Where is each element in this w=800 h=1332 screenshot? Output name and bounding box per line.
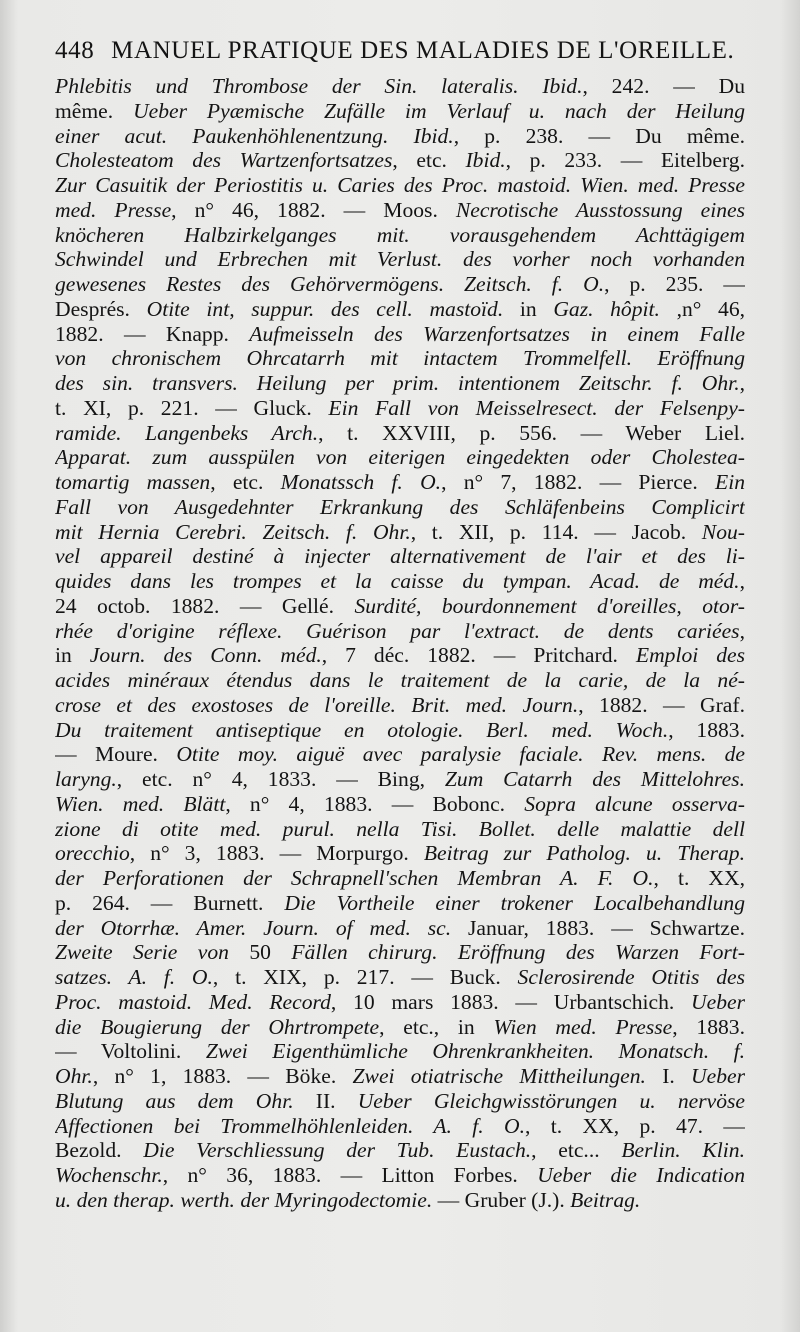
italic-segment: Sopra alcune osserva- <box>524 791 745 816</box>
italic-segment: knöcheren Halbzirkelganges mit. vorausgehendem Achttägigem <box>55 222 745 247</box>
text-segment: 1882. — Knapp. <box>55 321 250 346</box>
text-line <box>55 940 745 965</box>
text-line <box>55 99 745 124</box>
italic-segment: von chronischem Ohrcatarrh mit intactem Trommelfell. Eröffnung <box>55 346 745 371</box>
italic-segment: u. den therap. werth. der Myringodectomie. <box>55 1187 433 1212</box>
text-segment: , p. 235. — <box>604 272 745 296</box>
text-segment: , n° 36, 1883. — Litton Forbes. <box>162 1163 538 1187</box>
text-line <box>55 594 745 619</box>
italic-segment: Emploi des <box>635 643 745 668</box>
italic-segment: Wien. med. Blätt <box>55 791 226 816</box>
text-segment: même. <box>55 98 134 123</box>
text-segment: p. 264. — Burnett. <box>55 890 285 915</box>
text-line <box>55 445 745 470</box>
italic-segment: Apparat. zum ausspülen von eiterigen eingedekten oder Cholestea- <box>55 445 745 470</box>
text-segment: 50 <box>228 940 292 965</box>
italic-segment: Du traitement antiseptique en otologie. Berl. med. Woch. <box>55 717 669 742</box>
italic-segment: Ein <box>715 470 745 494</box>
italic-segment: Beitrag zur Patholog. u. Therap. <box>423 841 745 866</box>
italic-segment: gewesenes Restes des Gehörvermögens. Zeitsch. f. O. <box>55 272 605 296</box>
italic-segment: Otite int, suppur. des cell. mastoïd. <box>146 296 504 321</box>
italic-segment: Sclerosirende Otitis des <box>517 965 745 989</box>
text-segment: t. XI, p. 221. — Gluck. <box>55 395 329 420</box>
text-line <box>55 124 745 149</box>
text-line <box>55 1114 745 1139</box>
text-segment: , etc. n° 4, 1833. — Bing, <box>116 767 445 791</box>
text-segment: — Voltolini. <box>55 1039 206 1064</box>
italic-segment: med. Presse <box>55 197 172 222</box>
text-segment: , 1882. — Graf. <box>578 692 745 717</box>
italic-segment: Ohr. <box>55 1064 93 1088</box>
text-line <box>55 1089 745 1114</box>
text-line <box>55 866 745 891</box>
text-line <box>55 297 745 322</box>
text-segment: , n° 1, 1883. — Böke. <box>92 1064 353 1088</box>
text-segment: , 1883. <box>668 717 745 742</box>
text-segment: , 242. — Du <box>582 74 745 98</box>
text-segment: , <box>739 618 745 643</box>
italic-segment: Proc. mastoid. Med. Record <box>55 989 331 1014</box>
bibliography-text <box>55 74 745 1213</box>
italic-segment: crose et des exostoses de l'oreille. Brit. med. Journ. <box>55 692 579 717</box>
text-line <box>55 495 745 520</box>
italic-segment: Otite moy. aiguë avec paralysie faciale. Rev. mens. de <box>176 742 745 767</box>
text-line <box>55 817 745 842</box>
text-segment: , t. XXVIII, p. 556. — Weber Liel. <box>318 420 745 445</box>
text-line <box>55 1163 745 1188</box>
italic-segment: Beitrag. <box>570 1187 641 1212</box>
text-segment: , n° 4, 1883. — Bobonc. <box>225 791 525 816</box>
italic-segment: Nou- <box>701 519 745 544</box>
text-line <box>55 891 745 916</box>
italic-segment: Journ. des Conn. méd. <box>89 643 322 668</box>
text-line <box>55 841 745 866</box>
italic-segment: der Perforationen der Schrapnell'schen Membran A. F. O. <box>55 866 654 890</box>
text-line <box>55 792 745 817</box>
italic-segment: Fällen chirurg. Eröffnung des Warzen Fort- <box>291 940 745 965</box>
italic-segment: Wien med. Presse <box>493 1014 673 1039</box>
text-segment: Bezold. <box>55 1138 144 1163</box>
italic-segment: acides minéraux étendus dans le traitement de la carie, de la né- <box>55 668 745 692</box>
italic-segment: Ueber <box>691 989 745 1014</box>
text-line <box>55 1064 745 1089</box>
italic-segment: Ueber <box>691 1064 745 1088</box>
running-header <box>55 36 745 66</box>
text-line <box>55 1015 745 1040</box>
text-segment: , t. XII, p. 114. — Jacob. <box>410 519 702 544</box>
text-segment: 24 octob. 1882. — Gellé. <box>55 593 355 618</box>
italic-segment: Ibid. <box>465 148 506 173</box>
text-segment: , 7 déc. 1882. — Pritchard. <box>321 643 636 668</box>
italic-segment: Wochenschr. <box>55 1163 163 1187</box>
italic-segment: Cholesteatom des Wartzenfortsatzes <box>55 148 393 173</box>
text-line <box>55 396 745 421</box>
text-segment: Januar, 1883. — Schwartze. <box>451 915 745 940</box>
italic-segment: Ueber Pyæmische Zufälle im Verlauf u. nach der Heilung <box>133 98 745 123</box>
text-segment: in <box>55 643 90 668</box>
text-segment: — Gruber (J.). <box>432 1187 571 1212</box>
text-line <box>55 1188 745 1213</box>
text-line <box>55 619 745 644</box>
italic-segment: Affectionen bei Trommelhöhlenleiden. A. f. O. <box>55 1113 526 1138</box>
italic-segment: des sin. transvers. Heilung per prim. intentionem Zeitschr. f. Ohr. <box>55 371 740 395</box>
text-segment: — Moure. <box>55 742 177 767</box>
text-line <box>55 767 745 792</box>
italic-segment: ramide. Langenbeks Arch. <box>55 420 319 445</box>
text-line <box>55 1039 745 1064</box>
text-line <box>55 668 745 693</box>
italic-segment: Schwindel und Erbrechen mit Verlust. des vorher noch vorhanden <box>55 247 745 272</box>
text-line <box>55 569 745 594</box>
italic-segment: die Bougierung der Ohrtrompete <box>55 1014 380 1039</box>
text-segment: ,n° 46, <box>659 296 745 321</box>
page-number: 448 <box>55 37 95 64</box>
italic-segment: einer acut. Paukenhöhlenentzung. Ibid. <box>55 123 454 148</box>
text-segment: , t. XIX, p. 217. — Buck. <box>212 965 518 989</box>
italic-segment: Gaz. hôpit. <box>553 296 660 321</box>
italic-segment: quides dans les trompes et la caisse du tympan. Acad. de méd. <box>55 569 740 593</box>
text-segment: Després. <box>55 296 147 321</box>
italic-segment: Blutung aus dem Ohr. <box>55 1088 294 1113</box>
text-line <box>55 965 745 990</box>
italic-segment: Phlebitis und Thrombose der Sin. lateralis. Ibid. <box>55 74 583 98</box>
text-segment: I. <box>645 1064 692 1088</box>
text-line <box>55 148 745 173</box>
text-segment: , t. XX, p. 47. — <box>525 1113 745 1138</box>
text-line <box>55 1138 745 1163</box>
text-line <box>55 693 745 718</box>
text-segment: , n° 7, 1882. — Pierce. <box>441 470 715 494</box>
text-line <box>55 322 745 347</box>
text-segment: , <box>739 371 745 395</box>
italic-segment: Aufmeisseln des Warzenfortsatzes in einem Falle <box>249 321 745 346</box>
italic-segment: Zwei Eigenthümliche Ohrenkrankheiten. Monatsch. f. <box>205 1039 745 1064</box>
text-segment: , 10 mars 1883. — Urbantschich. <box>330 989 692 1014</box>
text-segment: , t. XX, <box>653 866 745 890</box>
text-segment: , n° 3, 1883. — Morpurgo. <box>129 841 424 866</box>
text-line <box>55 470 745 495</box>
italic-segment: Fall von Ausgedehnter Erkrankung des Schläfenbeins Complicirt <box>55 494 745 519</box>
italic-segment: Necrotische Ausstossung eines <box>455 197 745 222</box>
italic-segment: Zur Casuitik der Periostitis u. Caries des Proc. mastoid. Wien. med. Presse <box>55 173 745 197</box>
text-line <box>55 173 745 198</box>
italic-segment: Die Vortheile einer trokener Localbehandlung <box>284 890 745 915</box>
text-segment: , etc... <box>531 1138 622 1163</box>
italic-segment: Ueber die Indication <box>537 1163 745 1187</box>
text-line <box>55 74 745 99</box>
italic-segment: Zweite Serie von <box>55 940 229 965</box>
text-line <box>55 520 745 545</box>
italic-segment: orecchio <box>55 841 130 866</box>
text-segment: , etc. <box>392 148 466 173</box>
italic-segment: laryng. <box>55 767 117 791</box>
text-line <box>55 223 745 248</box>
text-segment: , p. 238. — Du même. <box>453 123 745 148</box>
italic-segment: vel appareil destiné à injecter alternativement de l'air et des li- <box>55 544 745 569</box>
italic-segment: tomartig massen <box>55 470 211 494</box>
text-segment: , 1883. <box>672 1014 745 1039</box>
italic-segment: Surdité, bourdonnement d'oreilles, otor- <box>354 593 745 618</box>
italic-segment: Die Verschliessung der Tub. Eustach. <box>143 1138 532 1163</box>
italic-segment: zione di otite med. purul. nella Tisi. Bollet. delle malattie dell <box>55 816 745 841</box>
text-segment: II. <box>293 1088 358 1113</box>
text-segment: , etc. <box>210 470 281 494</box>
italic-segment: Zum Catarrh des Mittelohres. <box>444 767 745 791</box>
italic-segment: mit Hernia Cerebri. Zeitsch. f. Ohr. <box>55 519 411 544</box>
italic-segment: der Otorrhæ. Amer. Journ. of med. sc. <box>55 915 452 940</box>
text-line <box>55 346 745 371</box>
italic-segment: satzes. A. f. O. <box>55 965 213 989</box>
text-segment: , etc., in <box>379 1014 494 1039</box>
text-line <box>55 742 745 767</box>
text-line <box>55 198 745 223</box>
text-line <box>55 247 745 272</box>
text-segment: , p. 233. — Eitelberg. <box>505 148 745 173</box>
text-line <box>55 643 745 668</box>
italic-segment: Monatssch f. O. <box>280 470 442 494</box>
text-line <box>55 272 745 297</box>
text-line <box>55 421 745 446</box>
italic-segment: Ein Fall von Meisselresect. der Felsenpy- <box>328 395 745 420</box>
running-title: MANUEL PRATIQUE DES MALADIES DE L'OREILLE. <box>111 37 735 64</box>
text-line <box>55 371 745 396</box>
text-line <box>55 718 745 743</box>
text-line <box>55 916 745 941</box>
text-line <box>55 990 745 1015</box>
italic-segment: Berlin. Klin. <box>621 1138 745 1163</box>
text-segment: in <box>503 296 554 321</box>
italic-segment: Zwei otiatrische Mittheilungen. <box>352 1064 646 1088</box>
text-segment: , n° 46, 1882. — Moos. <box>171 197 456 222</box>
text-segment: , <box>739 569 745 593</box>
italic-segment: rhée d'origine réflexe. Guérison par l'extract. de dents cariées <box>55 618 740 643</box>
italic-segment: Ueber Gleichgwisstörungen u. nervöse <box>357 1088 745 1113</box>
text-line <box>55 544 745 569</box>
